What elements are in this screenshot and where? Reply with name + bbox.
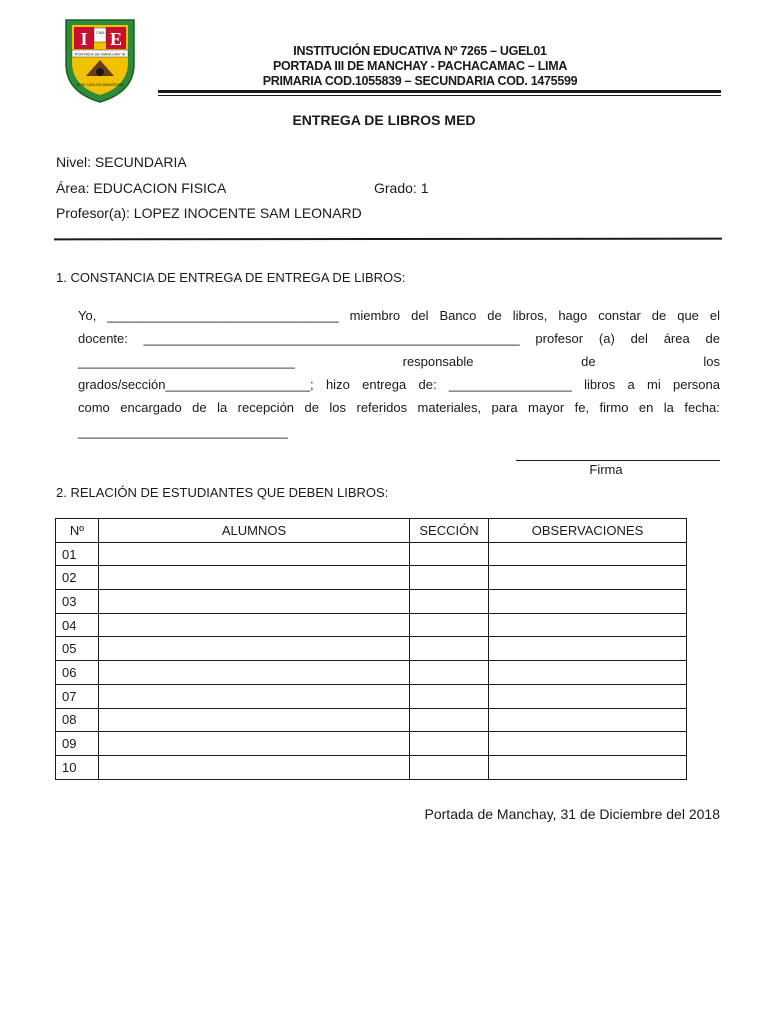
cell-alumno[interactable] — [99, 613, 410, 637]
cell-number: 10 — [56, 755, 99, 779]
cell-observaciones[interactable] — [489, 590, 687, 614]
cell-observaciones[interactable] — [489, 732, 687, 756]
paragraph-line-2 — [78, 331, 720, 346]
cell-seccion[interactable] — [410, 637, 489, 661]
table-row — [56, 566, 687, 590]
paragraph-word: persona — [673, 377, 720, 392]
paragraph-word: fecha: — [684, 400, 720, 415]
section-1-heading: 1. CONSTANCIA DE ENTREGA DE ENTREGA DE LIBROS: — [56, 270, 406, 285]
paragraph-word: recepción — [237, 400, 295, 415]
cell-number: 07 — [56, 684, 99, 708]
logo-letter-right: E — [109, 29, 123, 49]
cell-number: 08 — [56, 708, 99, 732]
table-row — [56, 755, 687, 779]
paragraph-word: constar — [598, 308, 641, 323]
cell-number: 09 — [56, 732, 99, 756]
paragraph-word: de — [581, 354, 596, 369]
header-line-2: PORTADA III DE MANCHAY - PACHACAMAC – LIMA — [272, 59, 568, 73]
logo-bottom-text: JOSE CARLOS MARIATEGUI — [75, 83, 125, 87]
cell-alumno[interactable] — [99, 590, 410, 614]
paragraph-word: de — [651, 308, 667, 323]
paragraph-word: la — [217, 400, 228, 415]
paragraph-word: fe, — [574, 400, 590, 415]
cell-seccion[interactable] — [410, 566, 489, 590]
cell-seccion[interactable] — [410, 684, 489, 708]
info-profesor: Profesor(a): LOPEZ INOCENTE SAM LEONARD — [56, 205, 362, 221]
paragraph-word: hago — [558, 308, 588, 323]
cell-alumno[interactable] — [99, 732, 410, 756]
paragraph-word: hizo — [325, 377, 350, 392]
header-divider-thick — [158, 90, 721, 93]
paragraph-line-3 — [78, 354, 720, 369]
section-2-heading: 2. RELACIÓN DE ESTUDIANTES QUE DEBEN LIBROS: — [56, 485, 389, 500]
paragraph-word: profesor — [535, 331, 584, 346]
paragraph-line-4 — [78, 377, 720, 392]
header-line-1: INSTITUCIÓN EDUCATIVA Nº 7265 – UGEL01 — [293, 44, 547, 58]
paragraph-word: ________________________________ — [107, 308, 339, 323]
table-row — [56, 637, 687, 661]
paragraph-word: mayor — [528, 400, 565, 415]
paragraph-word: como — [78, 400, 110, 415]
paragraph-word: para — [491, 400, 518, 415]
paragraph-word: _____________________________ — [78, 424, 288, 439]
info-nivel: Nivel: SECUNDARIA — [56, 154, 187, 170]
paragraph-line-1 — [78, 308, 720, 323]
paragraph-word: miembro — [349, 308, 401, 323]
cell-alumno[interactable] — [99, 708, 410, 732]
signature-label: Firma — [589, 462, 623, 477]
paragraph-word: área — [663, 331, 690, 346]
school-crest-logo — [46, 14, 154, 104]
table-row — [56, 542, 687, 566]
cell-seccion[interactable] — [410, 542, 489, 566]
table-header-row — [56, 519, 687, 543]
cell-number: 04 — [56, 613, 99, 637]
column-header-alumnos: ALUMNOS — [99, 519, 410, 543]
header-line-3: PRIMARIA COD.1055839 – SECUNDARIA COD. 1475599 — [262, 74, 578, 88]
paragraph-word: Yo, — [78, 308, 97, 323]
cell-observaciones[interactable] — [489, 542, 687, 566]
table-row — [56, 590, 687, 614]
paragraph-word: a — [627, 377, 635, 392]
paragraph-word: los — [329, 400, 347, 415]
cell-seccion[interactable] — [410, 732, 489, 756]
table-row — [56, 684, 687, 708]
cell-observaciones[interactable] — [489, 755, 687, 779]
table-row — [56, 661, 687, 685]
cell-number: 05 — [56, 637, 99, 661]
info-divider — [54, 238, 722, 241]
paragraph-word: _________________ — [448, 377, 572, 392]
paragraph-word: firmo — [599, 400, 629, 415]
cell-alumno[interactable] — [99, 755, 410, 779]
cell-alumno[interactable] — [99, 661, 410, 685]
paragraph-word: docente: — [78, 331, 128, 346]
paragraph-word: grados/sección____________________; — [78, 377, 314, 392]
column-header-observaciones: OBSERVACIONES — [489, 519, 687, 543]
table-row — [56, 613, 687, 637]
paragraph-word: de — [304, 400, 319, 415]
cell-alumno[interactable] — [99, 566, 410, 590]
info-area: Área: EDUCACION FISICA — [56, 180, 227, 196]
cell-seccion[interactable] — [410, 661, 489, 685]
cell-number: 03 — [56, 590, 99, 614]
column-header-seccion: SECCIÓN — [410, 519, 489, 543]
paragraph-word: los — [703, 354, 720, 369]
cell-number: 01 — [56, 542, 99, 566]
paragraph-word: de — [705, 331, 720, 346]
paragraph-word: la — [663, 400, 674, 415]
cell-alumno[interactable] — [99, 542, 410, 566]
paragraph-word: ____________________________________________________ — [143, 331, 520, 346]
cell-observaciones[interactable] — [489, 637, 687, 661]
cell-alumno[interactable] — [99, 637, 410, 661]
students-table — [55, 518, 687, 780]
header-divider-thin — [158, 95, 721, 96]
footer-date: Portada de Manchay, 31 de Diciembre del 2018 — [424, 806, 720, 822]
cell-alumno[interactable] — [99, 684, 410, 708]
cell-seccion[interactable] — [410, 708, 489, 732]
paragraph-word: de: — [418, 377, 437, 392]
cell-observaciones[interactable] — [489, 613, 687, 637]
document-title: ENTREGA DE LIBROS MED — [292, 112, 476, 128]
paragraph-word: mi — [647, 377, 661, 392]
cell-observaciones[interactable] — [489, 566, 687, 590]
paragraph-word: que — [677, 308, 699, 323]
info-grado: Grado: 1 — [374, 180, 429, 196]
paragraph-line-6 — [78, 424, 720, 439]
paragraph-line-5 — [78, 400, 720, 415]
cell-observaciones[interactable] — [489, 708, 687, 732]
paragraph-word: de — [487, 308, 502, 323]
paragraph-word: referidos — [356, 400, 408, 415]
cell-observaciones[interactable] — [489, 661, 687, 685]
paragraph-word: en — [638, 400, 654, 415]
cell-seccion[interactable] — [410, 613, 489, 637]
paragraph-word: ______________________________ — [78, 354, 295, 369]
logo-ribbon-text: PORTADA DE MANCHAY III — [74, 51, 126, 57]
paragraph-word: encargado — [120, 400, 182, 415]
paragraph-word: del — [630, 331, 648, 346]
cell-number: 02 — [56, 566, 99, 590]
logo-letter-left: I — [80, 29, 88, 49]
cell-number: 06 — [56, 661, 99, 685]
cell-seccion[interactable] — [410, 590, 489, 614]
school-header — [160, 44, 680, 89]
paragraph-word: Banco — [439, 308, 477, 323]
signature-line — [516, 460, 720, 461]
paragraph-word: el — [709, 308, 720, 323]
paragraph-word: responsable — [402, 354, 474, 369]
paragraph-word: (a) — [598, 331, 615, 346]
column-header-number: Nº — [56, 519, 99, 543]
paragraph-word: libros — [584, 377, 616, 392]
table-row — [56, 708, 687, 732]
cell-seccion[interactable] — [410, 755, 489, 779]
table-row — [56, 732, 687, 756]
paragraph-word: del — [411, 308, 429, 323]
paragraph-word: libros, — [512, 308, 548, 323]
logo-number: 7265 — [95, 30, 105, 35]
cell-observaciones[interactable] — [489, 684, 687, 708]
paragraph-word: entrega — [362, 377, 407, 392]
paragraph-word: materiales, — [417, 400, 482, 415]
paragraph-word: de — [192, 400, 207, 415]
